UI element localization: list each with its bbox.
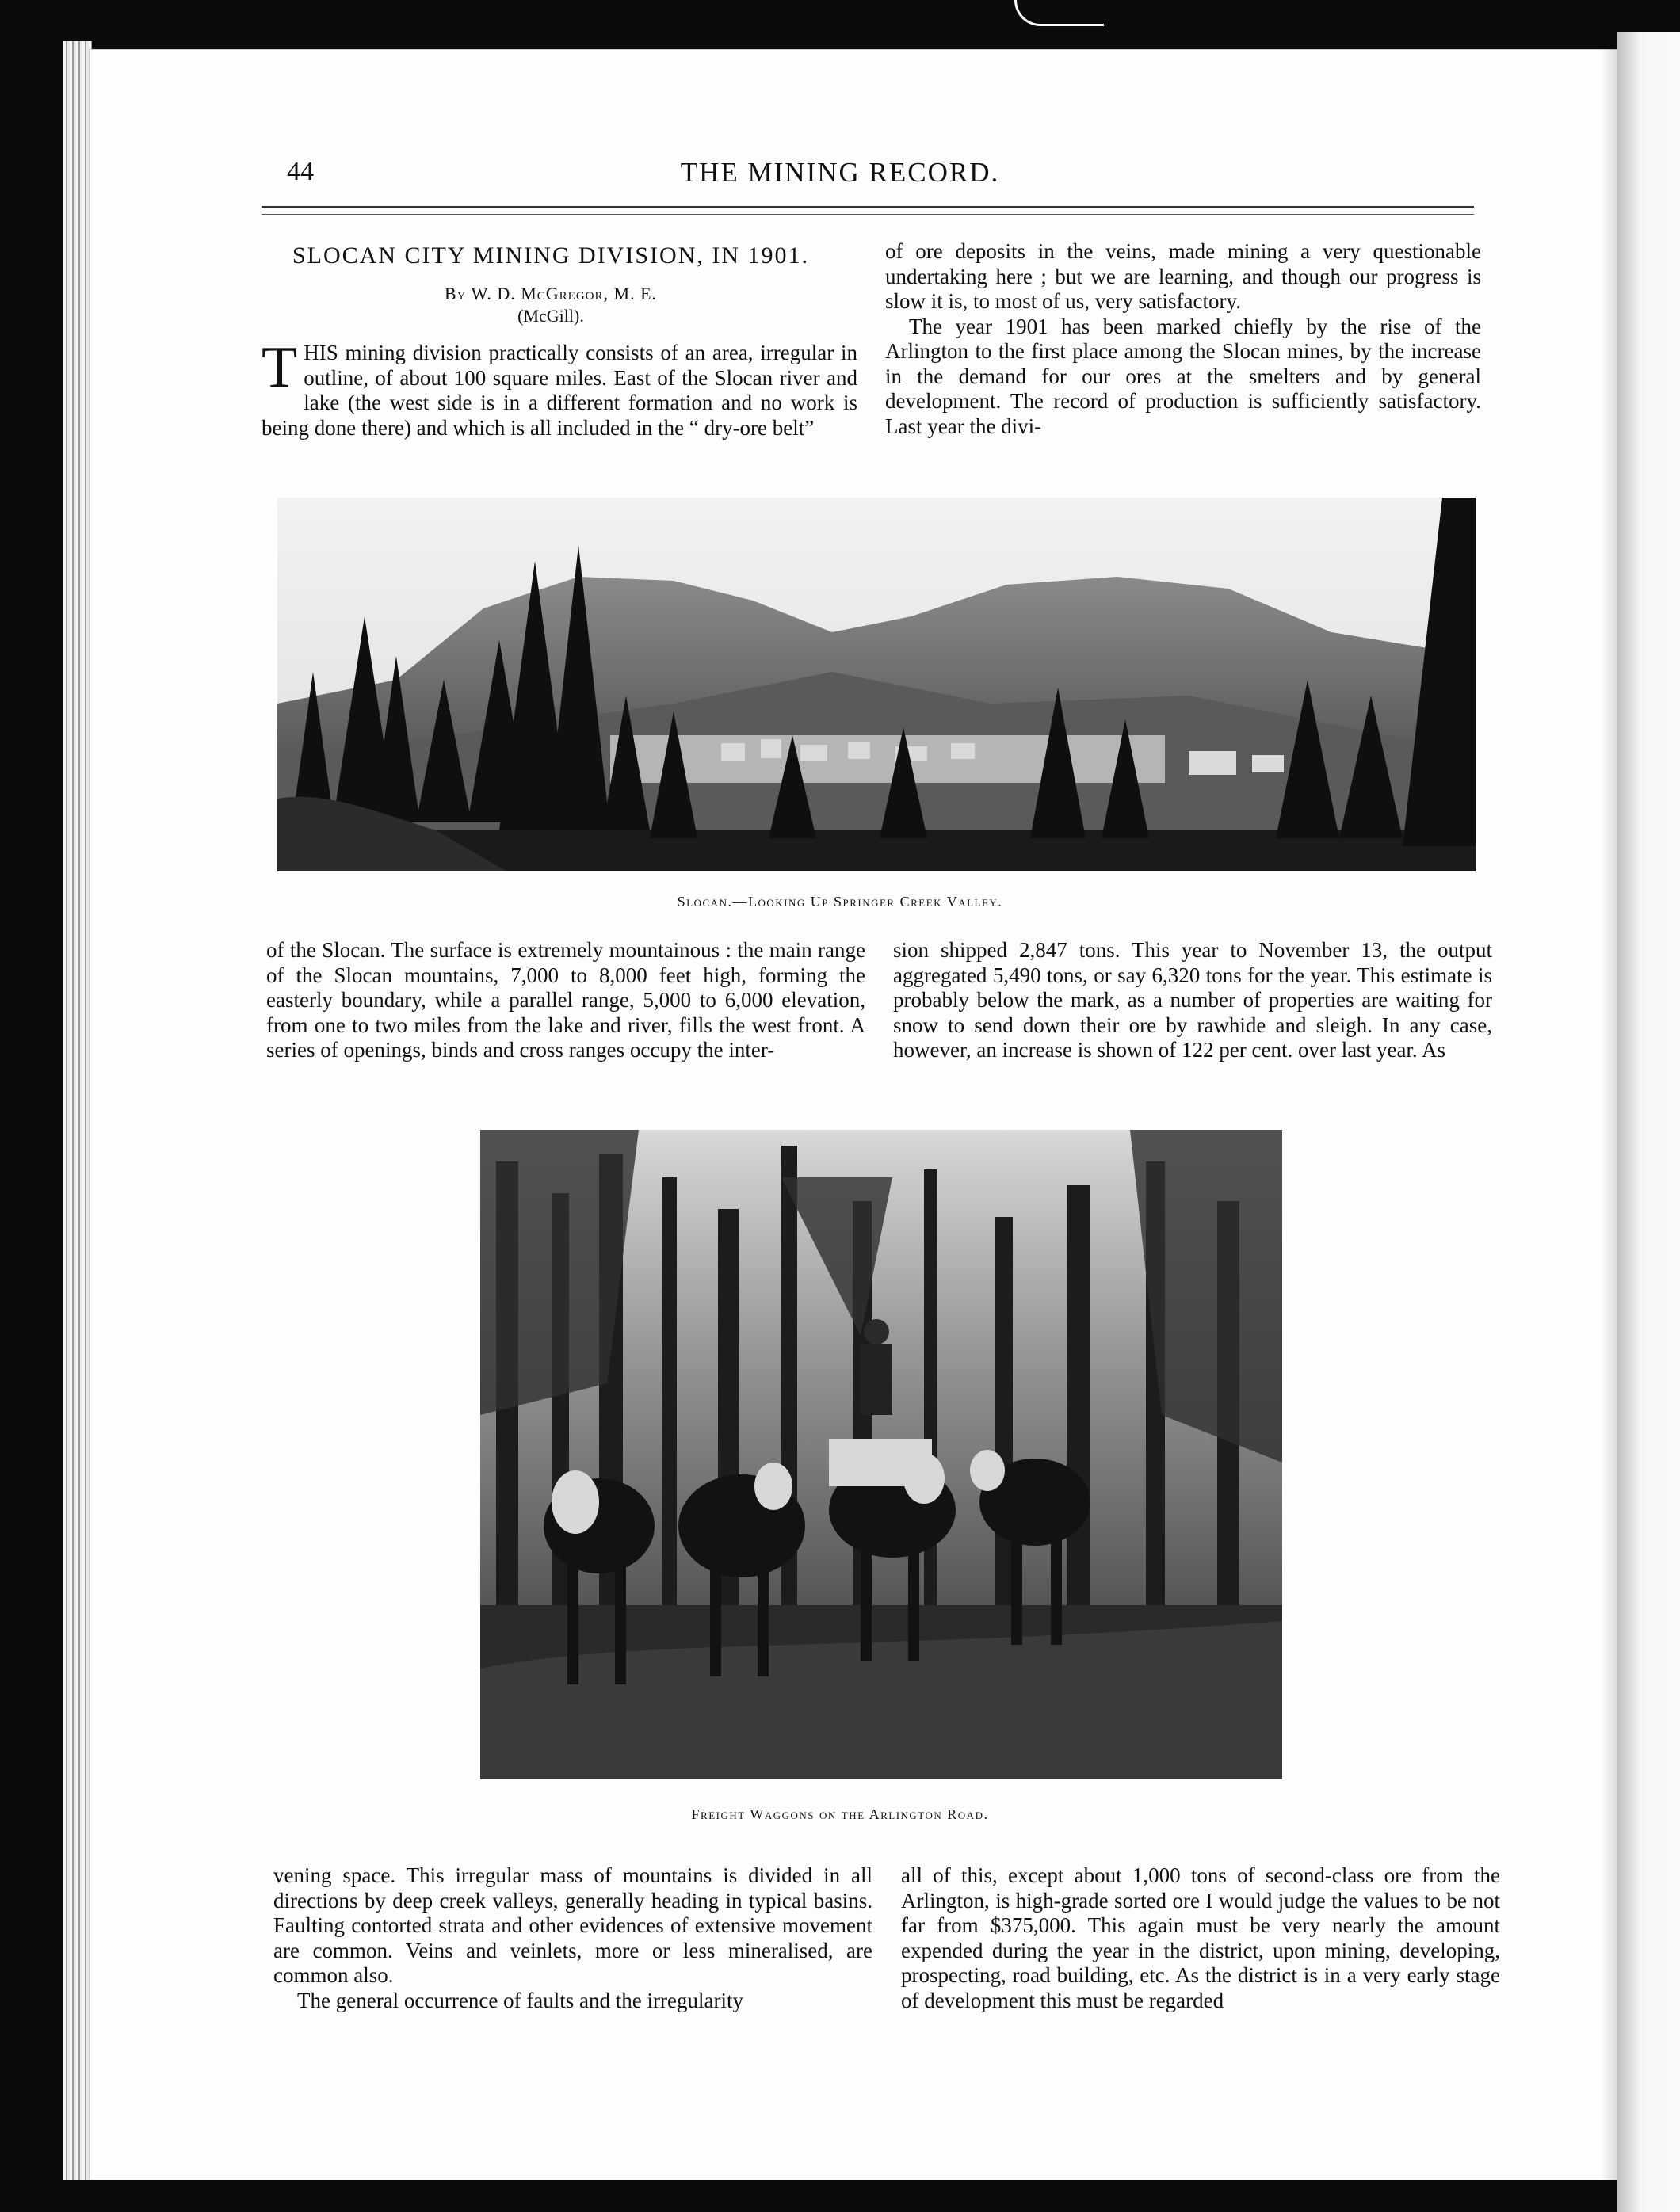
paragraph-text: of ore deposits in the veins, made mining a very questionable undertaking here ; but we are learning, and though our progress is slow it is, to most of us, very satisfactory. [885, 239, 1481, 313]
facing-page-edge [1617, 32, 1680, 2212]
text-column-3 [266, 938, 865, 1063]
paragraph-text: The general occurrence of faults and the irregularity [297, 1988, 743, 2012]
article-title: SLOCAN CITY MINING DIVISION, IN 1901. [292, 242, 809, 269]
paragraph-text: of the Slocan. The surface is extremely mountainous : the main range of the Slocan mountains, 7,000 to 8,000 feet high, forming the easterly boundary, while a parallel range, 5,000 to 6,000 elevation, from one to two miles from the lake and river, fills the west front. A series of openings, binds and cross ranges occupy the inter- [266, 938, 865, 1062]
paragraph-text: sion shipped 2,847 tons. This year to November 13, the output aggregated 5,490 tons, or say 6,320 tons for the year. This estimate is probably below the mark, as a number of properties are waiting for snow to send down their ore by rawhide and sleigh. In any case, however, an increase is shown of 122 per cent. over last year. As [893, 938, 1492, 1062]
article-byline: By W. D. McGregor, M. E. [444, 284, 658, 303]
paragraph-text: all of this, except about 1,000 tons of second-class ore from the Arlington, is high-grade sorted ore I would judge the values to be not far from $375,000. This again must be very nearly the amount expended during the year in the district, upon mining, developing, prospecting, road building, etc. As the district is in a very early stage of development this must be regarded [901, 1863, 1500, 2012]
header-rule-thin [262, 214, 1474, 215]
paragraph-text: The year 1901 has been marked chiefly by the rise of the Arlington to the first place among the Slocan mines, by the increase in the demand for our ores at the smelters and by general development. The record of production is sufficiently satisfactory. Last year the divi- [885, 314, 1481, 438]
journal-title: THE MINING RECORD. [680, 157, 1000, 188]
text-column-2 [885, 239, 1481, 439]
figure-caption-2: Freight Waggons on the Arlington Road. [691, 1806, 989, 1822]
page-stack-edge [63, 41, 92, 2180]
figure-caption-1: Slocan.—Looking Up Springer Creek Valley. [677, 894, 1003, 910]
photo-freight-waggons [480, 1130, 1282, 1779]
paragraph-text: HIS mining division practically consists of an area, irregular in outline, of about 100 square miles. East of the Slocan river and lake (the west side is in a different formation and no work is being done there) and which is all included in the “ dry-ore belt” [262, 341, 857, 440]
drop-cap: T [262, 335, 298, 400]
text-column-6 [901, 1863, 1500, 2013]
text-column-1 [262, 335, 857, 440]
byline-affiliation: (McGill). [517, 306, 584, 326]
text-column-5 [273, 1863, 872, 2013]
paragraph-text: vening space. This irregular mass of mountains is divided in all directions by deep creek valleys, generally heading in typical basins. Faulting contorted strata and other evidences of extensive movement are common. Veins and veinlets, more or less mineralised, are common also. [273, 1863, 872, 1987]
text-column-4 [893, 938, 1492, 1063]
photo-slocan-valley [277, 498, 1476, 871]
scan-mark [1014, 0, 1104, 26]
page-number: 44 [287, 157, 314, 186]
running-head [0, 157, 1680, 196]
header-rule [262, 206, 1474, 208]
